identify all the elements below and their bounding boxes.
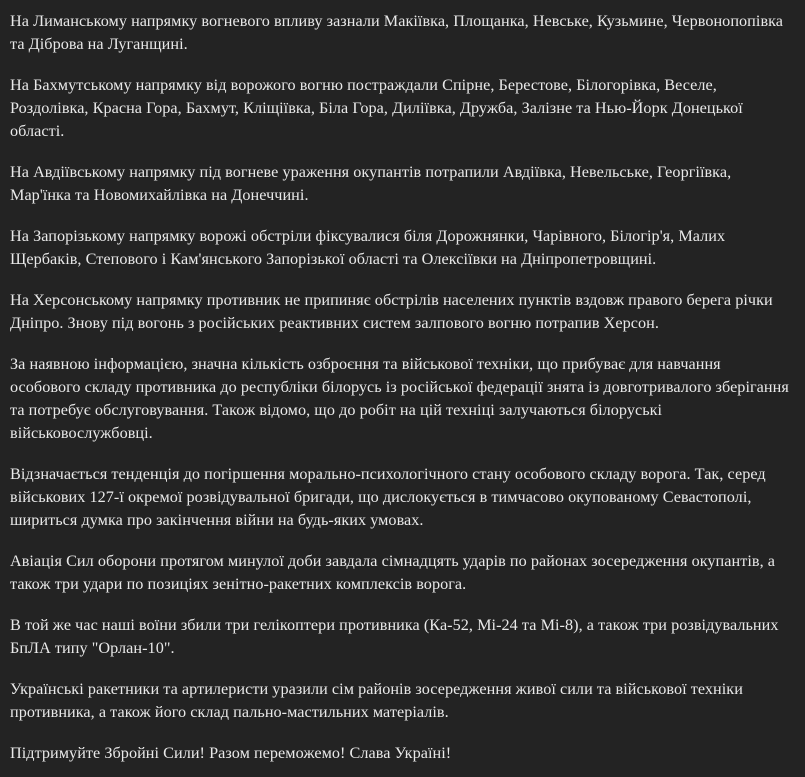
report-paragraph: На Херсонському напрямку противник не припиняє обстрілів населених пунктів вздовж правого берега річки Дніпро. Знову під вогонь з російських реактивних систем залпового вогню потрапив Херсон. <box>10 291 773 332</box>
report-closing-paragraph: Підтримуйте Збройні Сили! Разом переможемо! Слава Україні! <box>10 744 452 762</box>
report-paragraph: На Авдіївському напрямку під вогневе ураження окупантів потрапили Авдіївка, Невельське, Георгіївка, Мар'їнка та Новомихайлівка на Донеччині. <box>10 163 732 204</box>
report-paragraph: За наявною інформацією, значна кількість озброєння та військової техніки, що прибуває для навчання особового складу противника до республіки білорусь із російської федерації знята із довготривалого зберігання та потребує обслуговування. Також відомо, що до робіт на цій техніці залучаються білоруські військовослужбовці. <box>10 355 789 442</box>
report-paragraph: На Лиманському напрямку вогневого впливу зазнали Макіївка, Площанка, Невське, Кузьмине, Червонопопівка та Діброва на Луганщині. <box>10 12 784 53</box>
report-paragraph: Відзначається тенденція до погіршення морально-психологічного стану особового складу ворога. Так, серед військових 127-ї окремої розвідувальної бригади, що дислокується в тимчасово окупованому Севастополі, шириться думка про закінчення війни на будь-яких умовах. <box>10 465 766 529</box>
report-paragraph: Українські ракетники та артилеристи уразили сім районів зосередження живої сили та військової техніки противника, а також його склад пально-мастильних матеріалів. <box>10 680 743 721</box>
report-paragraph: На Бахмутському напрямку від ворожого вогню постраждали Спірне, Берестове, Білогорівка, Веселе, Роздолівка, Красна Гора, Бахмут, Кліщіївка, Біла Гора, Диліївка, Дружба, Залізне та Нью-Йорк Донецької області. <box>10 76 743 140</box>
report-paragraph: Авіація Сил оборони протягом минулої доби завдала сімнадцять ударів по районах зосередження окупантів, а також три удари по позиціях зенітно-ракетних комплексів ворога. <box>10 552 776 593</box>
report-paragraph: На Запорізькому напрямку ворожі обстріли фіксувалися біля Дорожнянки, Чарівного, Білогір'я, Малих Щербаків, Степового і Кам'янського Запорізької області та Олексіївки на Дніпропетровщині. <box>10 227 726 268</box>
report-paragraph: В той же час наші воїни збили три гелікоптери противника (Ка-52, Мі-24 та Мі-8), а також три розвідувальних БпЛА типу "Орлан-10". <box>10 616 779 657</box>
